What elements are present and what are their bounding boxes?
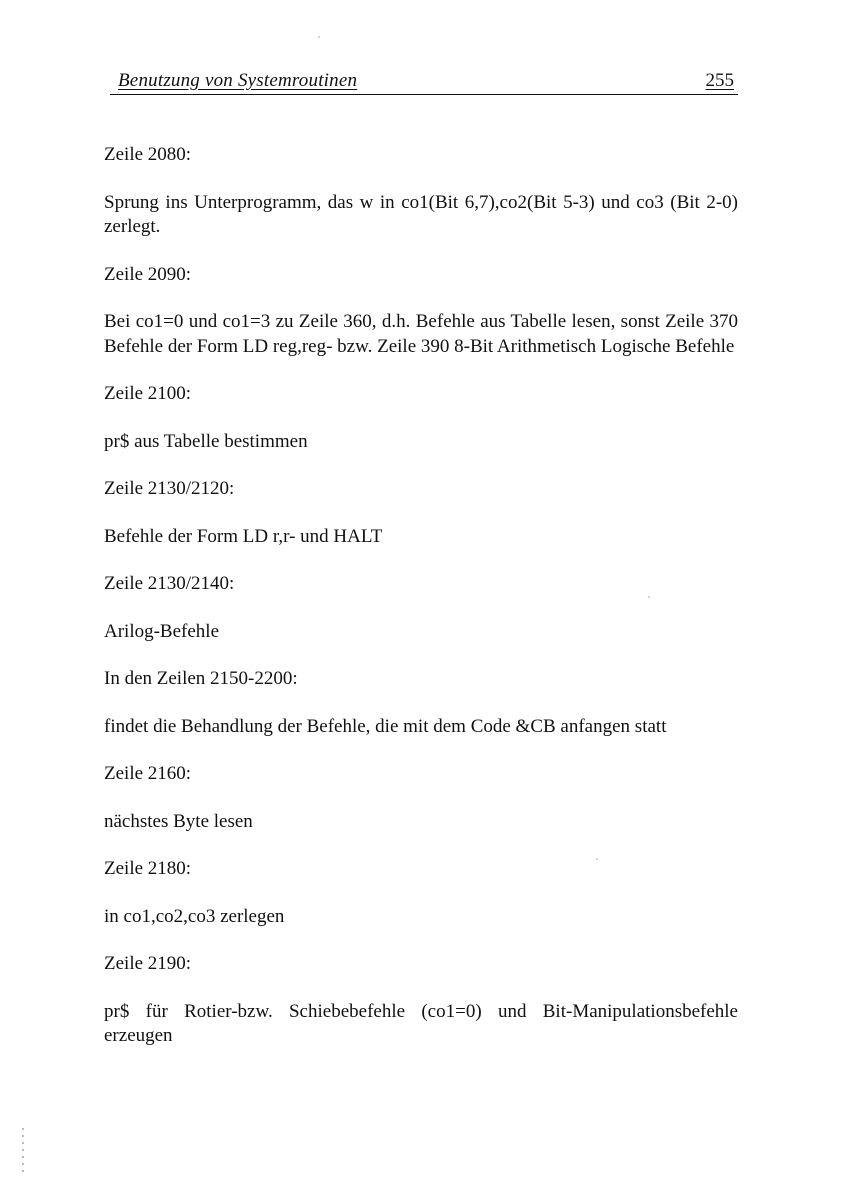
paragraph: pr$ aus Tabelle bestimmen <box>104 430 308 452</box>
page-body <box>104 143 738 1072</box>
section-heading: Zeile 2180: <box>104 858 192 879</box>
paragraph: Arilog-Befehle <box>104 620 220 642</box>
running-header <box>110 68 738 95</box>
section-heading: Zeile 2130/2140: <box>104 573 235 594</box>
scan-speck <box>596 858 598 860</box>
section-heading: Zeile 2080: <box>104 144 192 165</box>
paragraph: nächstes Byte lesen <box>104 810 253 832</box>
page-number: 255 <box>705 70 734 91</box>
paragraph: Befehle der Form LD r,r- und HALT <box>104 525 383 547</box>
section-heading: Zeile 2130/2120: <box>104 478 235 499</box>
scan-speck <box>318 36 320 38</box>
paragraph: Sprung ins Unterprogramm, das w in co1(Bit 6,7),co2(Bit 5-3) und co3 (Bit 2-0) zerlegt. <box>104 191 738 237</box>
running-header-title: Benutzung von Systemroutinen <box>118 70 358 91</box>
section-heading: Zeile 2190: <box>104 953 192 974</box>
section-heading: Zeile 2100: <box>104 383 192 404</box>
paragraph: pr$ für Rotier-bzw. Schiebebefehle (co1=0) und Bit-Manipulationsbefehle erzeugen <box>104 1000 738 1046</box>
section-heading: Zeile 2090: <box>104 263 192 285</box>
section-heading: Zeile 2160: <box>104 763 192 784</box>
scan-margin-mark <box>22 1128 24 1176</box>
paragraph: Bei co1=0 und co1=3 zu Zeile 360, d.h. Befehle aus Tabelle lesen, sonst Zeile 370 Befehle der Form LD reg,reg- bzw. Zeile 390 8-Bit Arithmetisch Logische Befehle <box>104 311 738 357</box>
section-heading: In den Zeilen 2150-2200: <box>104 668 298 689</box>
paragraph: in co1,co2,co3 zerlegen <box>104 905 285 927</box>
scan-speck <box>648 596 650 598</box>
paragraph: findet die Behandlung der Befehle, die mit dem Code &CB anfangen statt <box>104 715 667 737</box>
